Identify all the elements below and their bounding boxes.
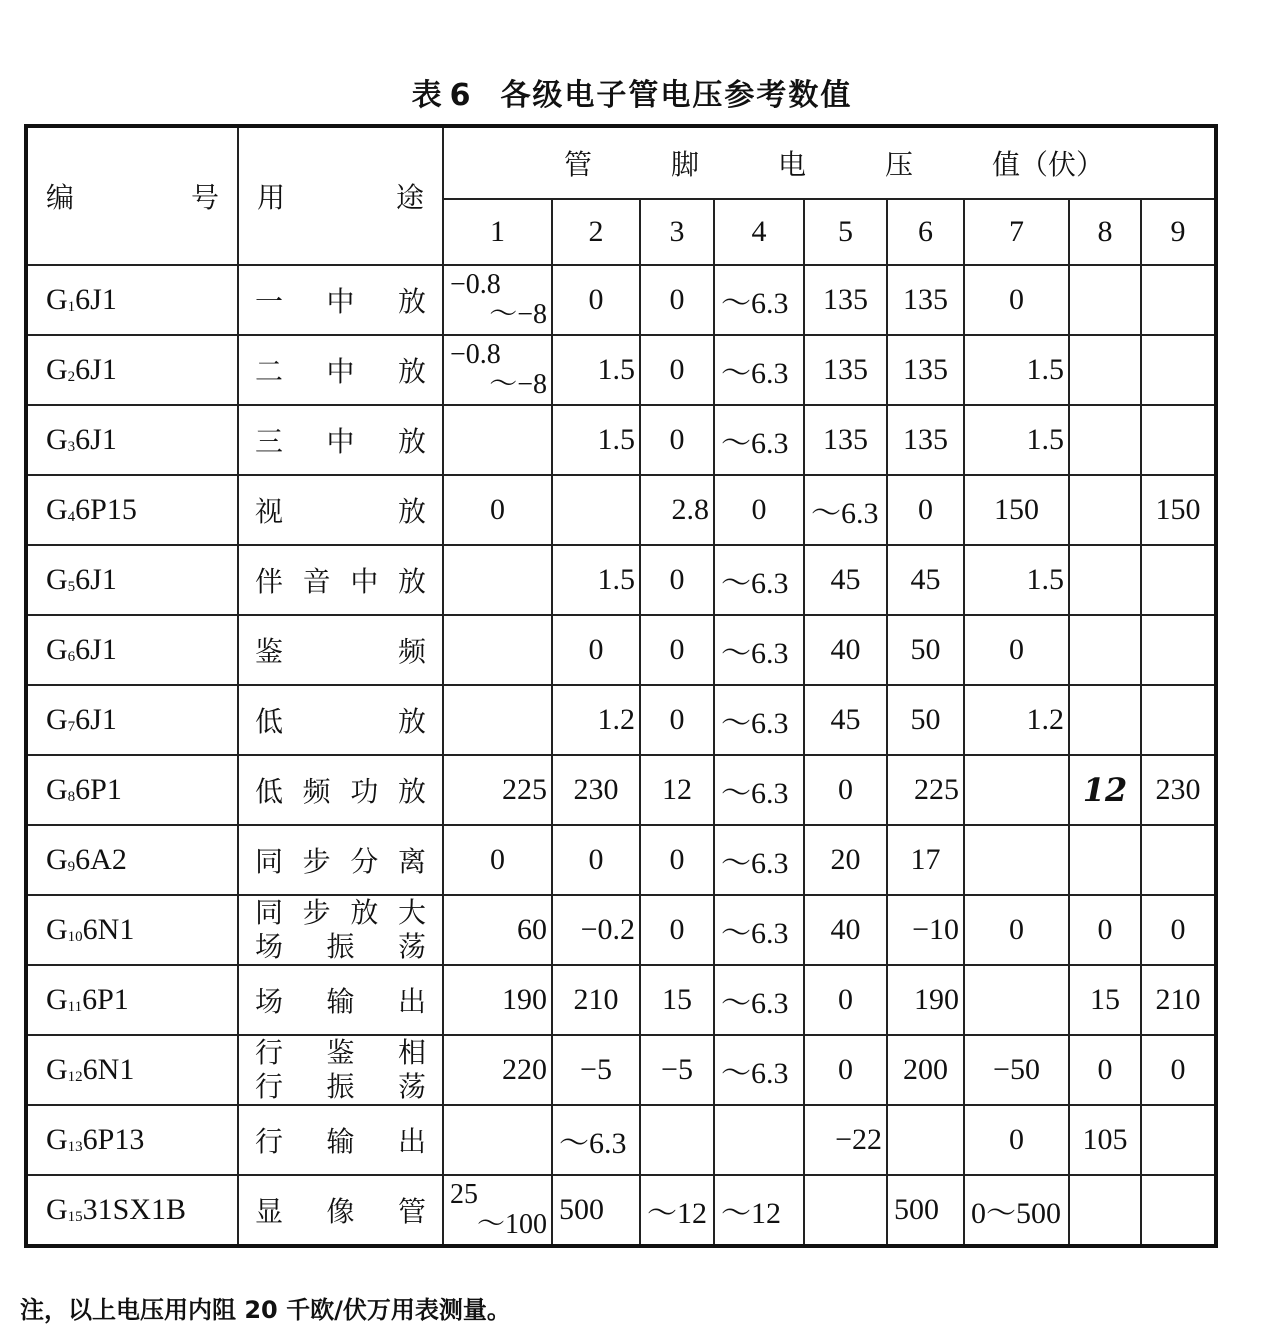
pin-2-voltage: 210 (552, 965, 640, 1035)
table-row (26, 755, 1216, 825)
pin-7-voltage: −50 (964, 1035, 1069, 1105)
header-pin-1: 1 (443, 199, 552, 265)
header-pin-8: 8 (1069, 199, 1141, 265)
pin-5-voltage: 135 (804, 335, 887, 405)
pin-9-voltage: 0 (1141, 1035, 1216, 1105)
pin-6-voltage: −10 (887, 895, 964, 965)
pin-1-voltage: 25 ～100 (443, 1175, 552, 1246)
tube-use: 伴 音 中 放 (238, 545, 443, 615)
pin-6-voltage: 200 (887, 1035, 964, 1105)
pin-1-voltage (443, 545, 552, 615)
pin-1-voltage (443, 615, 552, 685)
tube-code: $G_66J1$ (26, 615, 238, 685)
pin-8-voltage (1069, 405, 1141, 475)
pin-9-voltage (1141, 1105, 1216, 1175)
pin-9-voltage: 210 (1141, 965, 1216, 1035)
pin-2-voltage (552, 475, 640, 545)
pin-1-voltage: 0 (443, 475, 552, 545)
pin-4-voltage: ～6.3 (714, 895, 804, 965)
pin-2-voltage: −0.2 (552, 895, 640, 965)
table-row (26, 1035, 1216, 1105)
pin-4-voltage: ～6.3 (714, 615, 804, 685)
pin-7-voltage: 150 (964, 475, 1069, 545)
header-code: 编 号 (26, 126, 238, 265)
tube-voltage-table (24, 124, 1218, 1248)
pin-6-voltage: 45 (887, 545, 964, 615)
pin-1-voltage: 190 (443, 965, 552, 1035)
pin-2-voltage: 1.2 (552, 685, 640, 755)
pin-3-voltage: 2.8 (640, 475, 714, 545)
tube-code: $G_86P1$ (26, 755, 238, 825)
pin-7-voltage: 0 (964, 265, 1069, 335)
pin-8-voltage (1069, 265, 1141, 335)
tube-use: 场 输 出 (238, 965, 443, 1035)
pin-6-voltage: 135 (887, 265, 964, 335)
tube-code: $G_{13}6P13$ (26, 1105, 238, 1175)
pin-4-voltage: ～6.3 (714, 1035, 804, 1105)
pin-2-voltage: 0 (552, 825, 640, 895)
pin-9-voltage (1141, 335, 1216, 405)
tube-use: 三 中 放 (238, 405, 443, 475)
pin-7-voltage: 0 (964, 615, 1069, 685)
pin-7-voltage: 0～500 (964, 1175, 1069, 1246)
pin-4-voltage: ～6.3 (714, 965, 804, 1035)
header-pin-2: 2 (552, 199, 640, 265)
pin-5-voltage: 45 (804, 685, 887, 755)
pin-8-voltage (1069, 615, 1141, 685)
pin-6-voltage: 190 (887, 965, 964, 1035)
pin-4-voltage: ～6.3 (714, 825, 804, 895)
pin-5-voltage: 0 (804, 965, 887, 1035)
pin-9-voltage (1141, 1175, 1216, 1246)
header-pin-3: 3 (640, 199, 714, 265)
pin-4-voltage: 0 (714, 475, 804, 545)
pin-2-voltage: 500 (552, 1175, 640, 1246)
pin-4-voltage: ～6.3 (714, 265, 804, 335)
table-row (26, 1105, 1216, 1175)
footnote: 注，以上电压用内阻 20 千欧/伏万用表测量。 (20, 1296, 511, 1324)
pin-8-voltage: 15 (1069, 965, 1141, 1035)
pin-3-voltage: 0 (640, 615, 714, 685)
pin-5-voltage: 0 (804, 1035, 887, 1105)
header-pin-7: 7 (964, 199, 1069, 265)
pin-9-voltage: 150 (1141, 475, 1216, 545)
tube-use: 显 像 管 (238, 1175, 443, 1246)
tube-use: 低 频 功 放 (238, 755, 443, 825)
header-use: 用 途 (238, 126, 443, 265)
pin-7-voltage: 0 (964, 1105, 1069, 1175)
pin-4-voltage: ～6.3 (714, 755, 804, 825)
tube-use: 同 步 放 大 场 振 荡 (238, 895, 443, 965)
tube-code: $G_{12}6N1$ (26, 1035, 238, 1105)
tube-use: 视 放 (238, 475, 443, 545)
tube-code: $G_{10}6N1$ (26, 895, 238, 965)
pin-8-voltage (1069, 825, 1141, 895)
pin-6-voltage (887, 1105, 964, 1175)
pin-2-voltage: 1.5 (552, 545, 640, 615)
pin-5-voltage: ～6.3 (804, 475, 887, 545)
pin-6-voltage: 50 (887, 685, 964, 755)
pin-9-voltage (1141, 405, 1216, 475)
pin-5-voltage: 45 (804, 545, 887, 615)
pin-5-voltage: 135 (804, 265, 887, 335)
tube-use: 鉴 频 (238, 615, 443, 685)
pin-6-voltage: 225 (887, 755, 964, 825)
pin-4-voltage (714, 1105, 804, 1175)
pin-8-voltage: 0 (1069, 895, 1141, 965)
table-row (26, 335, 1216, 405)
pin-1-voltage: −0.8 ～−8 (443, 265, 552, 335)
pin-2-voltage: ～6.3 (552, 1105, 640, 1175)
pin-2-voltage: 230 (552, 755, 640, 825)
header-pin-9: 9 (1141, 199, 1216, 265)
pin-3-voltage: 0 (640, 895, 714, 965)
pin-2-voltage: 1.5 (552, 335, 640, 405)
pin-3-voltage: 0 (640, 405, 714, 475)
pin-4-voltage: ～6.3 (714, 685, 804, 755)
pin-7-voltage (964, 825, 1069, 895)
pin-6-voltage: 17 (887, 825, 964, 895)
pin-5-voltage: 0 (804, 755, 887, 825)
pin-5-voltage: 20 (804, 825, 887, 895)
pin-3-voltage: 0 (640, 685, 714, 755)
pin-7-voltage: 1.5 (964, 405, 1069, 475)
pin-8-voltage: 0 (1069, 1035, 1141, 1105)
pin-1-voltage: 0 (443, 825, 552, 895)
table-row (26, 965, 1216, 1035)
pin-4-voltage: ～6.3 (714, 335, 804, 405)
pin-8-voltage (1069, 335, 1141, 405)
pin-9-voltage: 0 (1141, 895, 1216, 965)
pin-5-voltage: 40 (804, 615, 887, 685)
tube-use: 行 输 出 (238, 1105, 443, 1175)
pin-3-voltage: ～12 (640, 1175, 714, 1246)
pin-8-voltage (1069, 475, 1141, 545)
tube-code: $G_16J1$ (26, 265, 238, 335)
tube-code: $G_26J1$ (26, 335, 238, 405)
pin-8-voltage (1069, 545, 1141, 615)
pin-1-voltage: 225 (443, 755, 552, 825)
pin-3-voltage: 12 (640, 755, 714, 825)
tube-code: $G_36J1$ (26, 405, 238, 475)
pin-4-voltage: ～6.3 (714, 405, 804, 475)
table-row (26, 825, 1216, 895)
pin-9-voltage (1141, 685, 1216, 755)
pin-3-voltage (640, 1105, 714, 1175)
tube-code: $G_46P15$ (26, 475, 238, 545)
table-title: 表 6 各级电子管电压参考数值 (411, 78, 853, 113)
pin-6-voltage: 0 (887, 475, 964, 545)
pin-5-voltage: 40 (804, 895, 887, 965)
pin-9-voltage: 230 (1141, 755, 1216, 825)
pin-9-voltage (1141, 615, 1216, 685)
pin-3-voltage: 0 (640, 265, 714, 335)
pin-7-voltage: 0 (964, 895, 1069, 965)
pin-7-voltage (964, 965, 1069, 1035)
pin-6-voltage: 50 (887, 615, 964, 685)
pin-3-voltage: 0 (640, 335, 714, 405)
pin-1-voltage: 220 (443, 1035, 552, 1105)
pin-6-voltage: 500 (887, 1175, 964, 1246)
pin-6-voltage: 135 (887, 335, 964, 405)
table-row (26, 615, 1216, 685)
tube-code: $G_56J1$ (26, 545, 238, 615)
pin-1-voltage (443, 685, 552, 755)
pin-2-voltage: 1.5 (552, 405, 640, 475)
table-row (26, 1175, 1216, 1246)
pin-9-voltage (1141, 265, 1216, 335)
pin-5-voltage: 135 (804, 405, 887, 475)
header-pin-6: 6 (887, 199, 964, 265)
pin-6-voltage: 135 (887, 405, 964, 475)
pin-7-voltage (964, 755, 1069, 825)
table-row (26, 265, 1216, 335)
pin-8-voltage: 12 (1069, 755, 1141, 825)
header-pin-5: 5 (804, 199, 887, 265)
pin-7-voltage: 1.5 (964, 545, 1069, 615)
pin-4-voltage: ～12 (714, 1175, 804, 1246)
header-pin-voltage: 管 脚 电 压 值（伏） (443, 126, 1216, 199)
tube-use: 一 中 放 (238, 265, 443, 335)
pin-4-voltage: ～6.3 (714, 545, 804, 615)
tube-code: $G_{15}31SX1B$ (26, 1175, 238, 1246)
pin-8-voltage (1069, 1175, 1141, 1246)
pin-2-voltage: 0 (552, 265, 640, 335)
table-row (26, 685, 1216, 755)
table-row (26, 895, 1216, 965)
tube-use: 二 中 放 (238, 335, 443, 405)
pin-5-voltage (804, 1175, 887, 1246)
pin-3-voltage: −5 (640, 1035, 714, 1105)
tube-code: $G_76J1$ (26, 685, 238, 755)
header-pin-4: 4 (714, 199, 804, 265)
pin-5-voltage: −22 (804, 1105, 887, 1175)
tube-use: 行 鉴 相 行 振 荡 (238, 1035, 443, 1105)
tube-use: 同 步 分 离 (238, 825, 443, 895)
pin-9-voltage (1141, 545, 1216, 615)
table-row (26, 405, 1216, 475)
pin-7-voltage: 1.2 (964, 685, 1069, 755)
pin-1-voltage (443, 1105, 552, 1175)
pin-3-voltage: 0 (640, 825, 714, 895)
tube-use: 低 放 (238, 685, 443, 755)
pin-2-voltage: 0 (552, 615, 640, 685)
table-row (26, 475, 1216, 545)
tube-code: $G_{11}6P1$ (26, 965, 238, 1035)
pin-8-voltage: 105 (1069, 1105, 1141, 1175)
pin-1-voltage: 60 (443, 895, 552, 965)
pin-8-voltage (1069, 685, 1141, 755)
pin-3-voltage: 0 (640, 545, 714, 615)
pin-3-voltage: 15 (640, 965, 714, 1035)
pin-2-voltage: −5 (552, 1035, 640, 1105)
pin-9-voltage (1141, 825, 1216, 895)
table-row (26, 545, 1216, 615)
pin-1-voltage (443, 405, 552, 475)
pin-1-voltage: −0.8 ～−8 (443, 335, 552, 405)
pin-7-voltage: 1.5 (964, 335, 1069, 405)
tube-code: $G_96A2$ (26, 825, 238, 895)
